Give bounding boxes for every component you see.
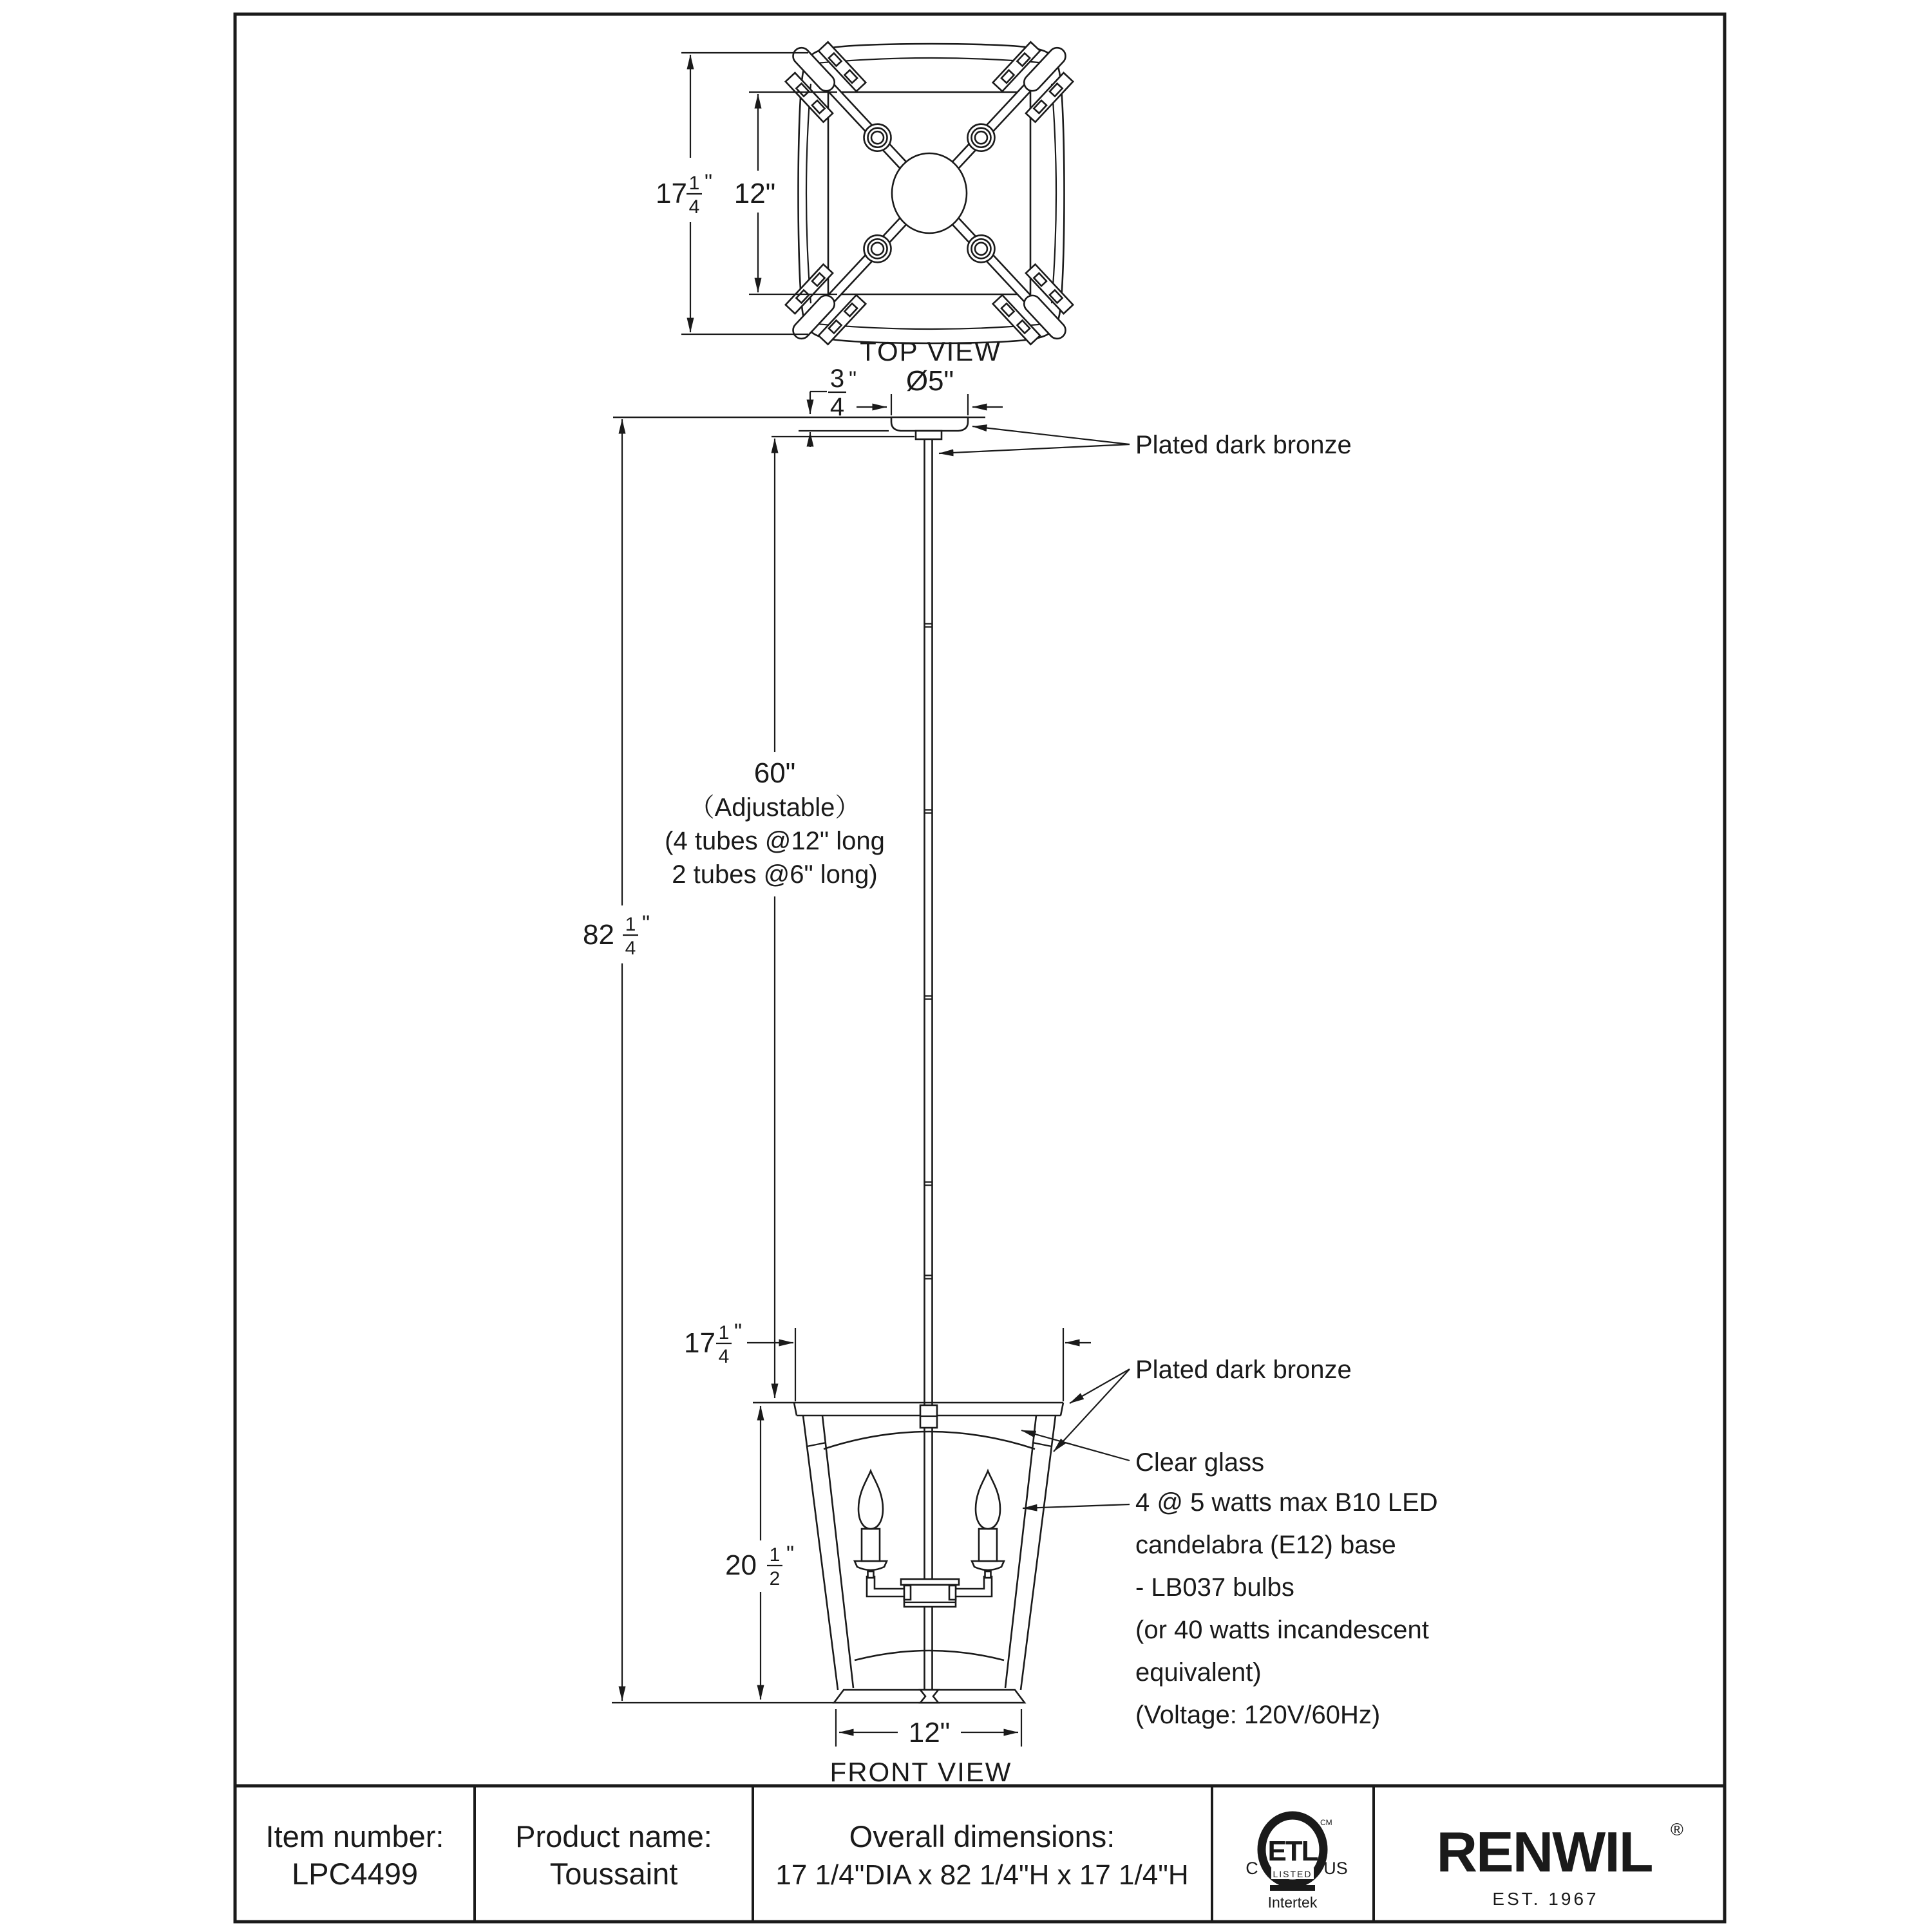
top-view-width-whole: 17 (656, 178, 687, 209)
shade-top-num: 1 (718, 1322, 730, 1343)
etl-tm-mark: CM (1320, 1818, 1332, 1827)
etl-c-mark: C (1245, 1859, 1258, 1878)
etl-name: ETL (1267, 1835, 1318, 1867)
rod-length-line2: （Adjustable） (688, 793, 861, 822)
item-number-value: LPC4499 (292, 1857, 418, 1891)
cluster-hub-top-plate (901, 1579, 959, 1585)
cluster-hub-body (904, 1585, 956, 1607)
callout-bulb-line4: (or 40 watts incandescent (1135, 1616, 1429, 1644)
shade-top-inch-mark: " (734, 1320, 743, 1344)
callout-bulb-line3: - LB037 bulbs (1135, 1573, 1294, 1602)
callout-bulb-line6: (Voltage: 120V/60Hz) (1135, 1701, 1381, 1729)
arm-tab-right (949, 1586, 956, 1600)
callout-bulb-line5: equivalent) (1135, 1658, 1262, 1687)
callout-bulb-line2: candelabra (E12) base (1135, 1531, 1396, 1559)
overall-height-whole: 82 (583, 919, 614, 951)
callout-shade-finish-text: Plated dark bronze (1135, 1356, 1352, 1384)
shade-top-den: 4 (718, 1346, 730, 1367)
callout-canopy-finish-text: Plated dark bronze (1135, 431, 1352, 459)
rod-length-line3: (4 tubes @12" long (665, 827, 885, 855)
top-view-width-inch-mark: " (705, 170, 713, 194)
top-view-label: TOP VIEW (860, 336, 1001, 366)
canopy-hub (916, 431, 942, 439)
overall-height-inch-mark: " (642, 911, 650, 936)
bobeche-left (855, 1561, 887, 1570)
product-name-label: Product name: (515, 1819, 712, 1853)
callout-clear-glass-text: Clear glass (1135, 1448, 1265, 1477)
front-view-label: FRONT VIEW (829, 1757, 1012, 1787)
overall-dimensions-label: Overall dimensions: (849, 1819, 1115, 1853)
candle-sleeve-right (979, 1529, 997, 1561)
arm-tab-left (904, 1586, 911, 1600)
renwil-name: RENWIL (1436, 1820, 1653, 1884)
item-number-label: Item number: (265, 1819, 444, 1853)
shade-height-den: 2 (769, 1568, 781, 1589)
shade-top-whole: 17 (684, 1327, 715, 1359)
rod-length-line1: 60" (753, 757, 796, 789)
top-view-width-den: 4 (688, 196, 700, 218)
etl-listed: LISTED (1273, 1869, 1312, 1879)
top-view-width-num: 1 (688, 173, 700, 194)
candle-sleeve-left (862, 1529, 880, 1561)
renwil-registered-mark: ® (1671, 1820, 1683, 1839)
overall-height-den: 4 (625, 938, 636, 959)
top-view-center-hub (892, 153, 967, 233)
shade-height-num: 1 (769, 1544, 781, 1566)
canopy-height-den: 4 (829, 393, 845, 421)
canopy-height-num: 3 (829, 365, 845, 393)
product-name-value: Toussaint (549, 1857, 678, 1891)
rod-length-line4: 2 tubes @6" long) (672, 860, 878, 889)
shade-bottom-dim-text: 12" (908, 1717, 951, 1748)
etl-intertek: Intertek (1267, 1894, 1318, 1911)
bobeche-right (972, 1561, 1004, 1570)
etl-us-mark: US (1323, 1859, 1348, 1878)
overall-height-num: 1 (625, 914, 636, 935)
top-view-inner-dim-text: 12" (734, 178, 776, 209)
shade-height-inch-mark: " (786, 1542, 795, 1566)
callout-bulb-line1: 4 @ 5 watts max B10 LED (1135, 1488, 1438, 1517)
overall-dimensions-value: 17 1/4"DIA x 82 1/4"H x 17 1/4"H (775, 1859, 1189, 1891)
renwil-est: EST. 1967 (1492, 1889, 1599, 1909)
canopy-diameter-text: Ø5" (905, 365, 954, 397)
canopy-height-inch-mark: " (849, 367, 857, 392)
etl-bar (1270, 1885, 1315, 1891)
shade-height-whole: 20 (725, 1549, 757, 1581)
canopy (891, 417, 968, 431)
